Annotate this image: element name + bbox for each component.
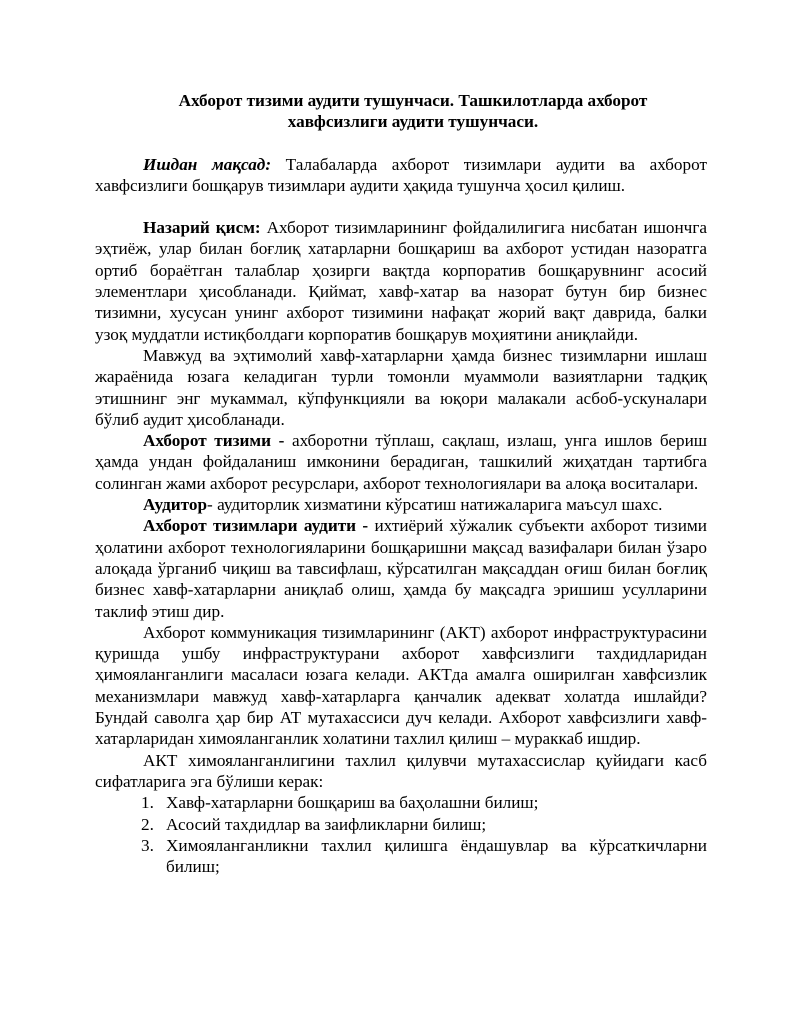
- auditor-definition: [95, 494, 707, 515]
- list-item-number: 1.: [141, 793, 154, 813]
- info-system-definition: [95, 430, 707, 494]
- theory-label: Назарий қисм:: [143, 218, 261, 238]
- specialists-paragraph: АКТ химояланганлигини тахлил қилувчи мутахассислар қуйидаги касб сифатларига эга бўлиши керак:: [95, 750, 707, 791]
- info-system-label: Ахборот тизими -: [143, 431, 285, 451]
- goal-paragraph: [95, 154, 707, 197]
- list-item-text: Асосий тахдидлар ва заифликларни билиш;: [166, 814, 487, 834]
- list-item-number: 2.: [141, 814, 154, 834]
- list-item-number: 3.: [141, 835, 154, 855]
- audit-tools-paragraph: Мавжуд ва эҳтимолий хавф-хатарларни ҳамда бизнес тизимларни ишлаш жараёнида юзага келадиган турли томонли муаммоли вазиятларни тадқиқ этишнинг энг мукаммал, кўпфункцияли ва юқори малакали асбоб-ускуналари бўлиб аудит ҳисобланади.: [95, 345, 707, 429]
- title-line-1: Ахборот тизими аудити тушунчаси. Ташкилотларда ахборот: [178, 91, 648, 110]
- akt-paragraph: Ахборот коммуникация тизимларининг (АКТ) ахборот инфраструктурасини қуришда ушбу инфраструктурани ахборот хавфсизлиги тахдидларидан ҳимояланганлиги масаласи юзага келади. АКТда амалга оширилган хавфсизлик механизмлари мавжуд хавф-хатарларга қанчалик адекват холатда ишлайди? Бундай саволга ҳар бир АТ мутахассиси дуч келади. Ахборот хавфсизлиги хавф-хатарларидан химояланганлик холатини тахлил қилиш – мураккаб ишдир.: [95, 622, 707, 749]
- auditor-text: - аудиторлик хизматини кўрсатиш натижаларига маъсул шахс.: [207, 495, 663, 515]
- document-title: [95, 90, 707, 133]
- theory-text: Ахборот тизимларининг фойдалилигига нисбатан ишончга эҳтиёж, улар билан боғлиқ хатарларни бошқариш ва ахборот устидан назоратга ортиб бораётган талаблар ҳозирги вақтда корпоратив бошқарувнинг асосий элементлари ҳисобланади. Қиймат, хавф-хатар ва назорат бутун бир бизнес тизимни, хусусан унинг ахборот тизимини нафақат жорий вақт даврида, балки узоқ муддатли истиқболдаги корпоратив бошқарув моҳиятини аниқлайди.: [95, 218, 707, 344]
- document-page: [95, 90, 707, 877]
- info-system-text: ахборотни тўплаш, сақлаш, излаш, унга ишлов бериш ҳамда ундан фойдаланиш имконини берадиган, ташкилий жиҳатдан тартибга солинган жами ахборот ресурслари, ахборот технологиялари ва алоқа воситалари.: [95, 431, 707, 493]
- list-item: [95, 792, 707, 813]
- list-item: [95, 814, 707, 835]
- is-audit-label: Ахборот тизимлари аудити -: [143, 516, 369, 536]
- is-audit-text: ихтиёрий хўжалик субъекти ахборот тизими ҳолатини ахборот технологияларини бошқаришни мақсад вазифалари билан ўзаро алоқада ўрганиб чиқиш ва тавсифлаш, кўрсатилган мақсаддан оғиш билан боғлиқ бизнес хавф-хатарларни аниқлаб олиш, ҳамда бу мақсадга эришиш усулларини таклиф этиш дир.: [95, 516, 707, 621]
- is-audit-definition: [95, 515, 707, 621]
- theory-paragraph: [95, 217, 707, 345]
- list-item-text: Химояланганликни тахлил қилишга ёндашувлар ва кўрсаткичларни билиш;: [166, 835, 707, 877]
- goal-label: Ишдан мақсад:: [143, 154, 272, 174]
- goal-text: Талабаларда ахборот тизимлари аудити ва ахборот хавфсизлиги бошқарув тизимлари аудити ҳақида тушунча ҳосил қилиш.: [95, 154, 707, 195]
- qualifications-list: [95, 792, 707, 877]
- auditor-label: Аудитор: [143, 495, 208, 515]
- list-item-text: Хавф-хатарларни бошқариш ва баҳолашни билиш;: [166, 793, 539, 813]
- list-item: [95, 835, 707, 878]
- title-line-2: хавфсизлиги аудити тушунчаси.: [287, 112, 539, 132]
